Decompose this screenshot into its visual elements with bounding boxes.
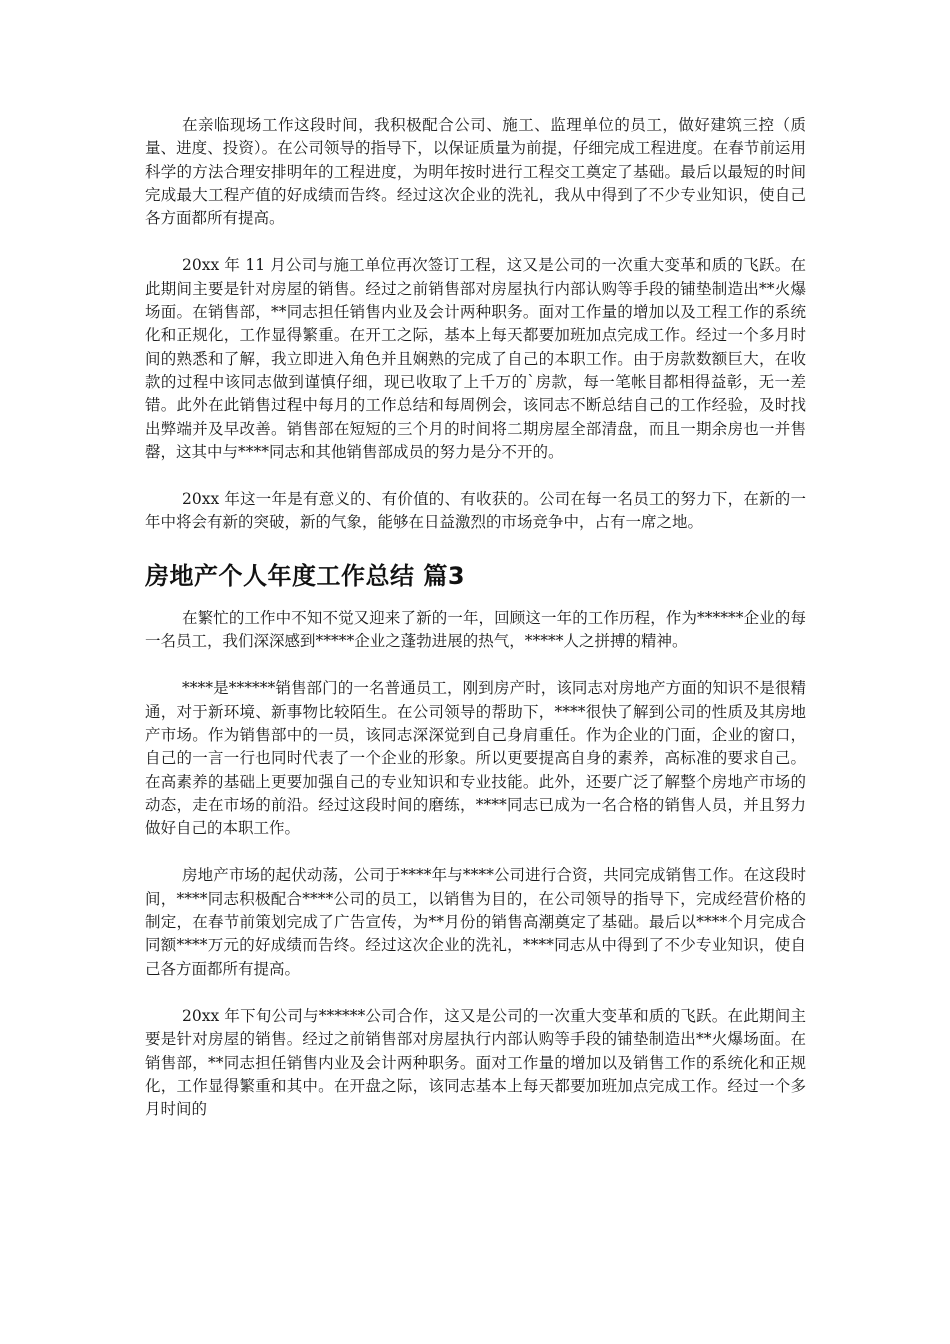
paragraph: 20xx 年 11 月公司与施工单位再次签订工程，这又是公司的一次重大变革和质的飞跃。在此期间主要是针对房屋的销售。经过之前销售部对房屋执行内部认购等手段的铺垫制造出**火爆场面。在销售部，**同志担任销售内业及会计两种职务。面对工作量的增加以及工程工作的系统化和正规化，工作显得繁重。在开工之际，基本上每天都要加班加点完成工作。经过一个多月时间的熟悉和了解，我立即进入角色并且娴熟的完成了自己的本职工作。由于房款数额巨大，在收款的过程中该同志做到谨慎仔细，现已收取了上千万的`房款，每一笔帐目都相得益彰，无一差错。此外在此销售过程中每月的工作总结和每周例会，该同志不断总结自己的工作经验，及时找出弊端并及早改善。销售部在短短的三个月的时间将二期房屋全部清盘，而且一期余房也一并售罄，这其中与****同志和其他销售部成员的努力是分不开的。 [145,256,806,461]
paragraph: 房地产市场的起伏动荡，公司于****年与****公司进行合资，共同完成销售工作。在这段时间，****同志积极配合****公司的员工，以销售为目的，在公司领导的指导下，完成经营价格的制定，在春节前策划完成了广告宣传，为**月份的销售高潮奠定了基础。最后以****个月完成合同额****万元的好成绩而告终。经过这次企业的洗礼，****同志从中得到了不少专业知识，使自己各方面都所有提高。 [145,866,806,978]
paragraph: 20xx 年下旬公司与******公司合作，这又是公司的一次重大变革和质的飞跃。在此期间主要是针对房屋的销售。经过之前销售部对房屋执行内部认购等手段的铺垫制造出**火爆场面。在销售部，**同志担任销售内业及会计两种职务。面对工作量的增加以及销售工作的系统化和正规化，工作显得繁重和其中。在开盘之际，该同志基本上每天都要加班加点完成工作。经过一个多月时间的 [145,1006,806,1119]
paragraph: 在亲临现场工作这段时间，我积极配合公司、施工、监理单位的员工，做好建筑三控（质量、进度、投资）。在公司领导的指导下，以保证质量为前提，仔细完成工程进度。在春节前运用科学的方法合理安排明年的工程进度，为明年按时进行工程交工奠定了基础。最后以最短的时间完成最大工程产值的好成绩而告终。经过这次企业的洗礼，我从中得到了不少专业知识，使自己各方面都所有提高。 [145,116,806,228]
paragraph: 20xx 年这一年是有意义的、有价值的、有收获的。公司在每一名员工的努力下，在新的一年中将会有新的突破，新的气象，能够在日益激烈的市场竞争中，占有一席之地。 [145,490,806,532]
section-heading: 房地产个人年度工作总结 篇3 [145,561,466,590]
document-body [145,114,806,1145]
paragraph: 在繁忙的工作中不知不觉又迎来了新的一年，回顾这一年的工作历程，作为******企业的每一名员工，我们深深感到*****企业之蓬勃进展的热气，*****人之拼搏的精神。 [145,608,806,651]
paragraph: ****是******销售部门的一名普通员工，刚到房产时，该同志对房地产方面的知识不是很精通，对于新环境、新事物比较陌生。在公司领导的帮助下，****很快了解到公司的性质及其房地产市场。作为销售部中的一员，该同志深深觉到自己身肩重任。作为企业的门面，企业的窗口，自己的一言一行也同时代表了一个企业的形象。所以更要提高自身的素养，高标准的要求自己。在高素养的基础上更要加强自己的专业知识和专业技能。此外，还要广泛了解整个房地产市场的动态，走在市场的前沿。经过这段时间的磨练，****同志已成为一名合格的销售人员，并且努力做好自己的本职工作。 [145,679,806,838]
